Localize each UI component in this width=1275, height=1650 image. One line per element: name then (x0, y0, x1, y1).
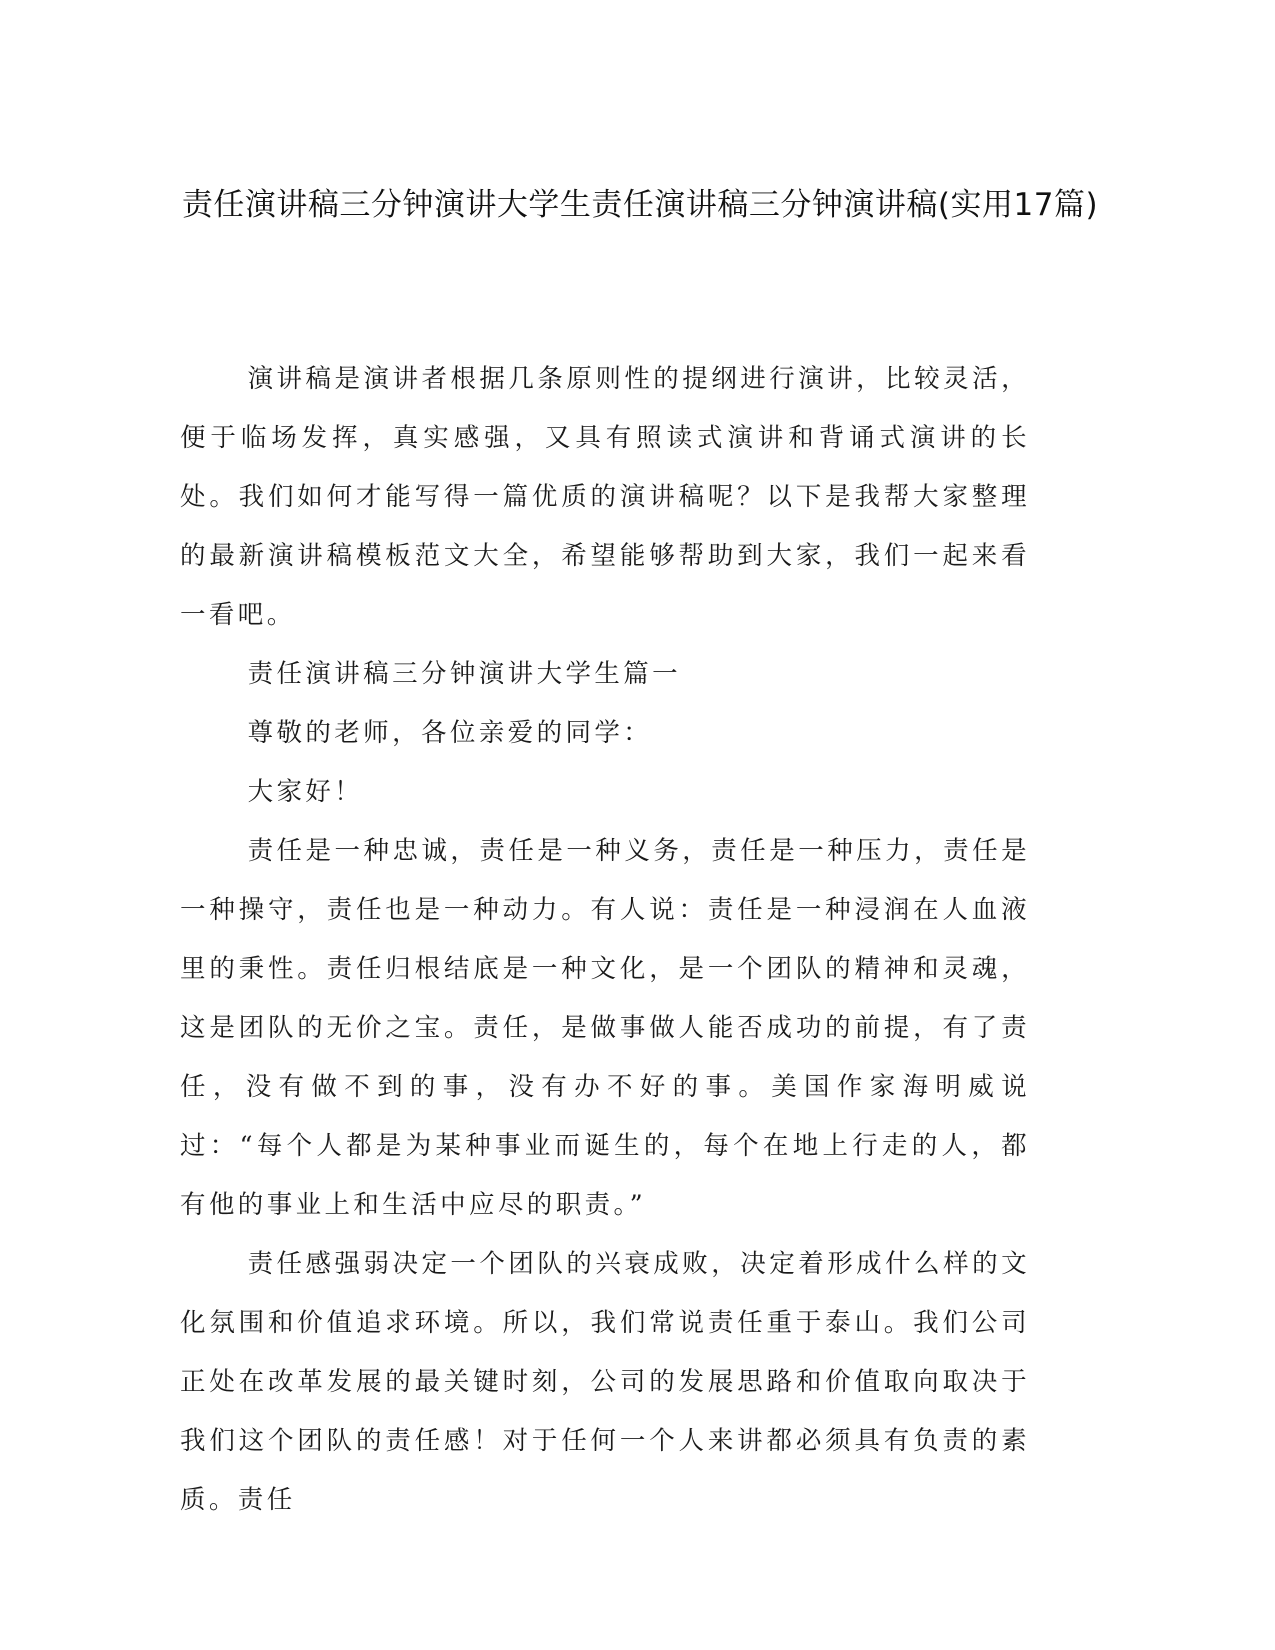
section-heading: 责任演讲稿三分钟演讲大学生篇一 (247, 659, 682, 689)
body-paragraph: 责任感强弱决定一个团队的兴衰成败，决定着形成什么样的文化氛围和价值追求环境。所以，我们常说责任重于泰山。我们公司正处在改革发展的最关键时刻，公司的发展思路和价值取向取决于我们这个团队的责任感！对于任何一个人来讲都必须具有负责的素质。责任 (180, 1249, 1030, 1515)
document-title: 责任演讲稿三分钟演讲大学生责任演讲稿三分钟演讲稿(实用17篇) (181, 187, 1099, 223)
salutation: 尊敬的老师，各位亲爱的同学： (247, 718, 653, 748)
greeting: 大家好！ (247, 777, 364, 807)
body-paragraph: 责任是一种忠诚，责任是一种义务，责任是一种压力，责任是一种操守，责任也是一种动力。有人说：责任是一种浸润在人血液里的秉性。责任归根结底是一种文化，是一个团队的精神和灵魂，这是团队的无价之宝。责任，是做事做人能否成功的前提，有了责任，没有做不到的事，没有办不好的事。美国作家海明威说过：“每个人都是为某种事业而诞生的，每个在地上行走的人，都有他的事业上和生活中应尽的职责。” (180, 836, 1030, 1220)
intro-paragraph: 演讲稿是演讲者根据几条原则性的提纲进行演讲，比较灵活，便于临场发挥，真实感强，又具有照读式演讲和背诵式演讲的长处。我们如何才能写得一篇优质的演讲稿呢？以下是我帮大家整理的最新演讲稿模板范文大全，希望能够帮助到大家，我们一起来看一看吧。 (180, 364, 1030, 630)
document-body (180, 350, 1030, 1530)
